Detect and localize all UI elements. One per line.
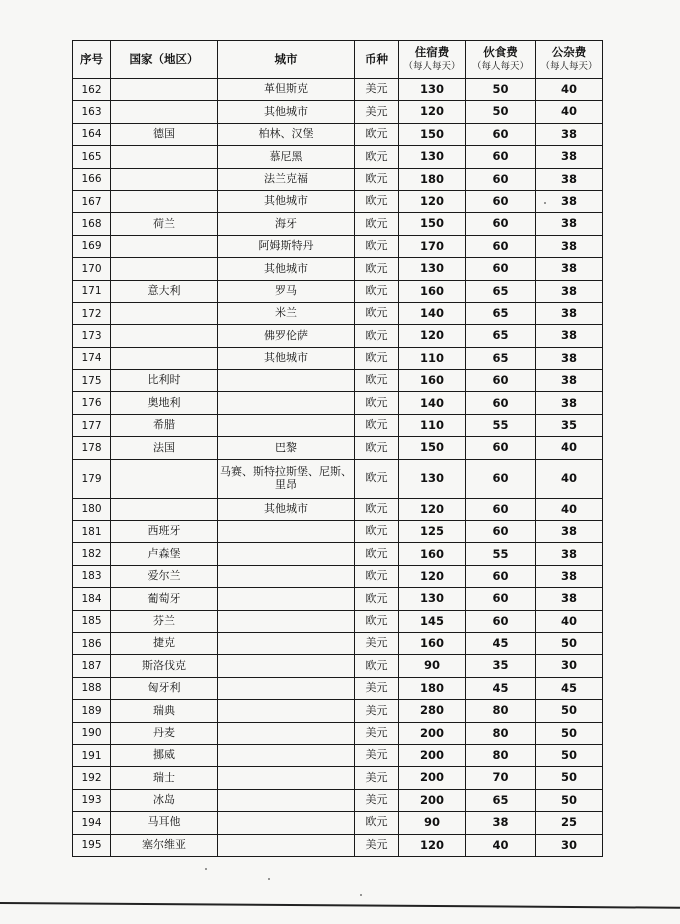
cell-seq: 187	[73, 655, 111, 677]
cell-currency: 欧元	[355, 347, 399, 369]
header-city: 城市	[218, 41, 355, 79]
cell-lodging: 180	[399, 677, 466, 699]
cell-lodging: 150	[399, 437, 466, 459]
cell-country: 丹麦	[111, 722, 218, 744]
cell-lodging: 125	[399, 521, 466, 543]
cell-seq: 189	[73, 700, 111, 722]
cell-country	[111, 79, 218, 101]
cell-misc: 40	[536, 101, 603, 123]
table-row	[73, 812, 603, 834]
cell-food: 45	[466, 632, 536, 654]
cell-currency: 欧元	[355, 459, 399, 498]
table-row	[73, 700, 603, 722]
table-row	[73, 280, 603, 302]
cell-country: 德国	[111, 123, 218, 145]
cell-misc: 38	[536, 190, 603, 212]
cell-lodging: 130	[399, 258, 466, 280]
cell-city	[218, 588, 355, 610]
cell-misc: 38	[536, 392, 603, 414]
cell-food: 60	[466, 392, 536, 414]
header-food-label: 伙食费	[483, 45, 518, 60]
header-lodging	[399, 41, 466, 79]
cell-country: 瑞士	[111, 767, 218, 789]
cell-misc: 50	[536, 767, 603, 789]
header-country: 国家（地区）	[111, 41, 218, 79]
cell-currency: 欧元	[355, 392, 399, 414]
cell-misc: 38	[536, 347, 603, 369]
cell-country	[111, 498, 218, 520]
cell-city	[218, 543, 355, 565]
cell-city	[218, 414, 355, 436]
table-row	[73, 437, 603, 459]
scan-speck	[544, 202, 546, 204]
cell-currency: 欧元	[355, 213, 399, 235]
cell-misc: 38	[536, 168, 603, 190]
cell-seq: 162	[73, 79, 111, 101]
cell-city: 米兰	[218, 302, 355, 324]
page-edge-line	[0, 902, 680, 909]
cell-seq: 171	[73, 280, 111, 302]
cell-lodging: 120	[399, 834, 466, 856]
cell-misc: 38	[536, 302, 603, 324]
cell-seq: 186	[73, 632, 111, 654]
cell-seq: 173	[73, 325, 111, 347]
cell-lodging: 130	[399, 79, 466, 101]
cell-lodging: 130	[399, 459, 466, 498]
cell-country	[111, 459, 218, 498]
cell-lodging: 120	[399, 498, 466, 520]
cell-city: 其他城市	[218, 101, 355, 123]
cell-lodging: 90	[399, 812, 466, 834]
table-row	[73, 459, 603, 498]
cell-misc: 30	[536, 655, 603, 677]
table-row	[73, 744, 603, 766]
table-row	[73, 655, 603, 677]
cell-seq: 178	[73, 437, 111, 459]
cell-currency: 美元	[355, 101, 399, 123]
header-lodging-sub: （每人每天）	[403, 60, 461, 72]
cell-seq: 180	[73, 498, 111, 520]
cell-city: 罗马	[218, 280, 355, 302]
cell-country	[111, 168, 218, 190]
cell-country: 荷兰	[111, 213, 218, 235]
cell-city	[218, 565, 355, 587]
cell-country: 挪威	[111, 744, 218, 766]
cell-lodging: 280	[399, 700, 466, 722]
cell-food: 65	[466, 302, 536, 324]
cell-city	[218, 610, 355, 632]
cell-currency: 欧元	[355, 190, 399, 212]
cell-country	[111, 258, 218, 280]
cell-food: 38	[466, 812, 536, 834]
cell-currency: 美元	[355, 677, 399, 699]
cell-country: 法国	[111, 437, 218, 459]
cell-country: 捷克	[111, 632, 218, 654]
cell-misc: 35	[536, 414, 603, 436]
cell-lodging: 200	[399, 744, 466, 766]
cell-misc: 40	[536, 459, 603, 498]
cell-currency: 欧元	[355, 610, 399, 632]
cell-misc: 50	[536, 744, 603, 766]
cell-food: 60	[466, 168, 536, 190]
table-row	[73, 302, 603, 324]
cell-misc: 30	[536, 834, 603, 856]
cell-lodging: 140	[399, 392, 466, 414]
cell-seq: 167	[73, 190, 111, 212]
cell-country: 希腊	[111, 414, 218, 436]
cell-currency: 欧元	[355, 302, 399, 324]
cell-city	[218, 632, 355, 654]
table-row	[73, 168, 603, 190]
cell-currency: 美元	[355, 700, 399, 722]
cell-city: 马赛、斯特拉斯堡、尼斯、里昂	[218, 459, 355, 498]
cell-lodging: 145	[399, 610, 466, 632]
cell-lodging: 110	[399, 347, 466, 369]
cell-country: 塞尔维亚	[111, 834, 218, 856]
cell-misc: 38	[536, 521, 603, 543]
cell-country: 意大利	[111, 280, 218, 302]
cell-seq: 191	[73, 744, 111, 766]
cell-seq: 193	[73, 789, 111, 811]
cell-city: 其他城市	[218, 258, 355, 280]
cell-lodging: 180	[399, 168, 466, 190]
table-row	[73, 347, 603, 369]
table-row	[73, 565, 603, 587]
cell-seq: 175	[73, 370, 111, 392]
cell-city: 革但斯克	[218, 79, 355, 101]
cell-country: 葡萄牙	[111, 588, 218, 610]
table-row	[73, 677, 603, 699]
table-row	[73, 789, 603, 811]
cell-misc: 38	[536, 565, 603, 587]
cell-country	[111, 146, 218, 168]
cell-food: 60	[466, 498, 536, 520]
cell-city	[218, 767, 355, 789]
cell-currency: 美元	[355, 632, 399, 654]
cell-country: 比利时	[111, 370, 218, 392]
table-row	[73, 722, 603, 744]
table-row	[73, 325, 603, 347]
travel-allowance-table	[72, 40, 603, 857]
header-lodging-label: 住宿费	[414, 45, 450, 60]
cell-lodging: 170	[399, 235, 466, 257]
cell-seq: 181	[73, 521, 111, 543]
cell-seq: 183	[73, 565, 111, 587]
header-misc	[536, 41, 603, 79]
cell-country: 匈牙利	[111, 677, 218, 699]
cell-country	[111, 190, 218, 212]
cell-misc: 38	[536, 235, 603, 257]
cell-city	[218, 812, 355, 834]
table-row	[73, 123, 603, 145]
table-row	[73, 235, 603, 257]
cell-country: 马耳他	[111, 812, 218, 834]
cell-food: 70	[466, 767, 536, 789]
cell-city	[218, 370, 355, 392]
table-row	[73, 543, 603, 565]
cell-currency: 欧元	[355, 325, 399, 347]
cell-currency: 美元	[355, 767, 399, 789]
cell-seq: 176	[73, 392, 111, 414]
table-row	[73, 258, 603, 280]
cell-country	[111, 325, 218, 347]
cell-currency: 美元	[355, 834, 399, 856]
cell-food: 60	[466, 235, 536, 257]
table-row	[73, 767, 603, 789]
cell-food: 60	[466, 459, 536, 498]
table-row	[73, 370, 603, 392]
header-food-sub: （每人每天）	[471, 60, 529, 72]
cell-misc: 45	[536, 677, 603, 699]
cell-seq: 192	[73, 767, 111, 789]
cell-city: 慕尼黑	[218, 146, 355, 168]
table-row	[73, 146, 603, 168]
cell-lodging: 150	[399, 123, 466, 145]
cell-lodging: 150	[399, 213, 466, 235]
cell-seq: 185	[73, 610, 111, 632]
cell-food: 40	[466, 834, 536, 856]
table-header-row	[73, 41, 603, 79]
cell-lodging: 160	[399, 543, 466, 565]
cell-food: 65	[466, 280, 536, 302]
cell-food: 60	[466, 437, 536, 459]
cell-city	[218, 521, 355, 543]
cell-misc: 50	[536, 700, 603, 722]
cell-lodging: 130	[399, 588, 466, 610]
cell-currency: 欧元	[355, 370, 399, 392]
scan-speck	[360, 894, 362, 896]
cell-food: 80	[466, 744, 536, 766]
cell-seq: 165	[73, 146, 111, 168]
header-currency: 币种	[355, 41, 399, 79]
cell-city	[218, 392, 355, 414]
cell-seq: 184	[73, 588, 111, 610]
cell-currency: 欧元	[355, 235, 399, 257]
cell-city	[218, 655, 355, 677]
table-row	[73, 79, 603, 101]
cell-food: 65	[466, 347, 536, 369]
cell-country: 瑞典	[111, 700, 218, 722]
cell-food: 80	[466, 722, 536, 744]
cell-food: 55	[466, 414, 536, 436]
cell-currency: 欧元	[355, 168, 399, 190]
cell-seq: 170	[73, 258, 111, 280]
cell-food: 60	[466, 565, 536, 587]
cell-misc: 38	[536, 588, 603, 610]
cell-city: 阿姆斯特丹	[218, 235, 355, 257]
cell-seq: 195	[73, 834, 111, 856]
cell-food: 50	[466, 101, 536, 123]
cell-misc: 38	[536, 543, 603, 565]
cell-food: 50	[466, 79, 536, 101]
table-row	[73, 632, 603, 654]
cell-lodging: 160	[399, 632, 466, 654]
cell-currency: 欧元	[355, 655, 399, 677]
cell-city	[218, 789, 355, 811]
cell-currency: 欧元	[355, 280, 399, 302]
cell-currency: 欧元	[355, 521, 399, 543]
cell-food: 65	[466, 325, 536, 347]
cell-misc: 38	[536, 258, 603, 280]
cell-misc: 25	[536, 812, 603, 834]
cell-country: 奥地利	[111, 392, 218, 414]
cell-seq: 190	[73, 722, 111, 744]
table-body	[73, 79, 603, 857]
cell-misc: 40	[536, 437, 603, 459]
cell-currency: 欧元	[355, 146, 399, 168]
cell-seq: 174	[73, 347, 111, 369]
cell-currency: 欧元	[355, 437, 399, 459]
cell-currency: 美元	[355, 789, 399, 811]
cell-food: 60	[466, 190, 536, 212]
cell-lodging: 140	[399, 302, 466, 324]
cell-currency: 美元	[355, 722, 399, 744]
cell-city: 海牙	[218, 213, 355, 235]
cell-country	[111, 235, 218, 257]
cell-country: 西班牙	[111, 521, 218, 543]
cell-city	[218, 700, 355, 722]
cell-misc: 38	[536, 123, 603, 145]
cell-city: 巴黎	[218, 437, 355, 459]
cell-currency: 欧元	[355, 258, 399, 280]
cell-food: 60	[466, 123, 536, 145]
cell-lodging: 160	[399, 280, 466, 302]
cell-misc: 50	[536, 632, 603, 654]
scan-speck	[205, 868, 207, 870]
cell-currency: 欧元	[355, 565, 399, 587]
cell-food: 65	[466, 789, 536, 811]
cell-lodging: 120	[399, 565, 466, 587]
cell-misc: 38	[536, 325, 603, 347]
cell-city: 其他城市	[218, 190, 355, 212]
cell-seq: 188	[73, 677, 111, 699]
cell-city: 佛罗伦萨	[218, 325, 355, 347]
cell-food: 45	[466, 677, 536, 699]
table-row	[73, 498, 603, 520]
cell-country	[111, 101, 218, 123]
cell-seq: 172	[73, 302, 111, 324]
cell-misc: 50	[536, 722, 603, 744]
header-misc-label: 公杂费	[551, 45, 587, 60]
cell-country: 爱尔兰	[111, 565, 218, 587]
table-row	[73, 392, 603, 414]
cell-misc: 40	[536, 610, 603, 632]
cell-misc: 38	[536, 280, 603, 302]
cell-misc: 50	[536, 789, 603, 811]
table-row	[73, 521, 603, 543]
cell-misc: 40	[536, 498, 603, 520]
table-row	[73, 610, 603, 632]
cell-lodging: 200	[399, 767, 466, 789]
cell-lodging: 200	[399, 722, 466, 744]
cell-currency: 欧元	[355, 588, 399, 610]
cell-seq: 164	[73, 123, 111, 145]
cell-seq: 194	[73, 812, 111, 834]
cell-food: 60	[466, 588, 536, 610]
cell-currency: 欧元	[355, 498, 399, 520]
table-row	[73, 414, 603, 436]
cell-lodging: 120	[399, 325, 466, 347]
cell-food: 55	[466, 543, 536, 565]
cell-misc: 38	[536, 146, 603, 168]
cell-food: 60	[466, 370, 536, 392]
cell-city: 柏林、汉堡	[218, 123, 355, 145]
cell-currency: 欧元	[355, 414, 399, 436]
cell-country	[111, 302, 218, 324]
cell-misc: 40	[536, 79, 603, 101]
cell-lodging: 90	[399, 655, 466, 677]
cell-seq: 169	[73, 235, 111, 257]
cell-city: 法兰克福	[218, 168, 355, 190]
cell-city	[218, 722, 355, 744]
cell-currency: 欧元	[355, 812, 399, 834]
table-row	[73, 190, 603, 212]
cell-currency: 欧元	[355, 123, 399, 145]
cell-lodging: 110	[399, 414, 466, 436]
cell-country: 斯洛伐克	[111, 655, 218, 677]
cell-misc: 38	[536, 370, 603, 392]
cell-lodging: 130	[399, 146, 466, 168]
cell-lodging: 120	[399, 101, 466, 123]
cell-country: 卢森堡	[111, 543, 218, 565]
cell-lodging: 120	[399, 190, 466, 212]
cell-country: 芬兰	[111, 610, 218, 632]
cell-food: 60	[466, 258, 536, 280]
cell-lodging: 160	[399, 370, 466, 392]
cell-seq: 163	[73, 101, 111, 123]
cell-currency: 美元	[355, 744, 399, 766]
cell-seq: 179	[73, 459, 111, 498]
cell-city	[218, 677, 355, 699]
header-misc-sub: （每人每天）	[540, 60, 598, 72]
table-row	[73, 834, 603, 856]
cell-city	[218, 834, 355, 856]
cell-food: 60	[466, 610, 536, 632]
cell-misc: 38	[536, 213, 603, 235]
cell-country	[111, 347, 218, 369]
cell-seq: 166	[73, 168, 111, 190]
cell-food: 60	[466, 146, 536, 168]
cell-seq: 177	[73, 414, 111, 436]
cell-food: 60	[466, 521, 536, 543]
scan-speck	[268, 878, 270, 880]
cell-seq: 182	[73, 543, 111, 565]
cell-city: 其他城市	[218, 498, 355, 520]
cell-food: 80	[466, 700, 536, 722]
cell-city: 其他城市	[218, 347, 355, 369]
cell-lodging: 200	[399, 789, 466, 811]
cell-country: 冰岛	[111, 789, 218, 811]
cell-currency: 欧元	[355, 543, 399, 565]
table-row	[73, 588, 603, 610]
cell-currency: 美元	[355, 79, 399, 101]
header-food	[466, 41, 536, 79]
table-row	[73, 213, 603, 235]
cell-food: 35	[466, 655, 536, 677]
table-row	[73, 101, 603, 123]
cell-food: 60	[466, 213, 536, 235]
cell-city	[218, 744, 355, 766]
cell-seq: 168	[73, 213, 111, 235]
header-seq: 序号	[73, 41, 111, 79]
